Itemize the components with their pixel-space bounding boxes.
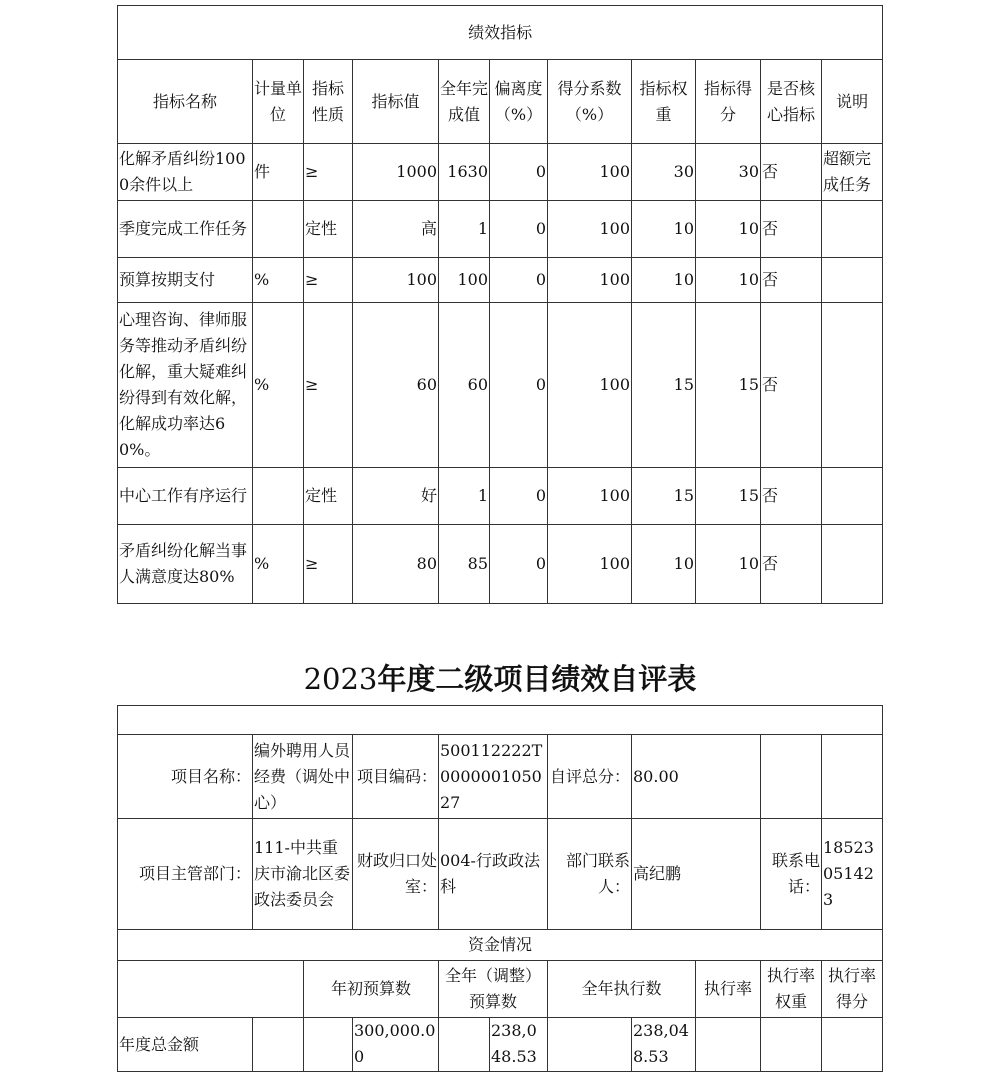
unit-cell bbox=[253, 201, 304, 258]
deviation-cell: 0 bbox=[490, 258, 548, 303]
empty-cell bbox=[439, 1018, 490, 1072]
empty-cell bbox=[118, 961, 304, 1018]
coef-cell: 100 bbox=[548, 525, 632, 604]
header-cell: 指标权重 bbox=[632, 60, 696, 144]
empty-cell bbox=[696, 1018, 761, 1072]
indicator-name: 心理咨询、律师服务等推动矛盾纠纷化解，重大疑难纠纷得到有效化解，化解成功率达60%。 bbox=[118, 303, 253, 468]
empty-cell bbox=[822, 735, 883, 819]
score-cell: 15 bbox=[696, 468, 761, 525]
nature-cell: ≥ bbox=[304, 144, 353, 201]
target-cell: 1000 bbox=[353, 144, 439, 201]
nature-cell: 定性 bbox=[304, 201, 353, 258]
indicator-name: 预算按期支付 bbox=[118, 258, 253, 303]
executed-value: 238,048.53 bbox=[632, 1018, 696, 1072]
deviation-cell: 0 bbox=[490, 303, 548, 468]
actual-cell: 1 bbox=[439, 201, 490, 258]
core-cell: 否 bbox=[761, 201, 822, 258]
header-cell: 指标性质 bbox=[304, 60, 353, 144]
note-cell bbox=[822, 468, 883, 525]
project-name-value: 编外聘用人员经费（调处中心） bbox=[253, 735, 353, 819]
score-cell: 10 bbox=[696, 525, 761, 604]
nature-cell: 定性 bbox=[304, 468, 353, 525]
self-score-label: 自评总分： bbox=[548, 735, 632, 819]
actual-cell: 60 bbox=[439, 303, 490, 468]
document-title-year: 2023 bbox=[303, 662, 378, 696]
dept-value: 111-中共重庆市渝北区委政法委员会 bbox=[253, 819, 353, 930]
funds-header-row bbox=[118, 961, 883, 1018]
contact-value: 高纪鹏 bbox=[632, 819, 761, 930]
deviation-cell: 0 bbox=[490, 525, 548, 604]
score-cell: 15 bbox=[696, 303, 761, 468]
coef-cell: 100 bbox=[548, 468, 632, 525]
empty-cell bbox=[304, 1018, 353, 1072]
note-cell: 超额完成任务 bbox=[822, 144, 883, 201]
empty-cell bbox=[253, 1018, 304, 1072]
coef-cell: 100 bbox=[548, 303, 632, 468]
document-title bbox=[0, 655, 1000, 703]
initial-budget-value: 300,000.00 bbox=[353, 1018, 439, 1072]
nature-cell: ≥ bbox=[304, 258, 353, 303]
core-cell: 否 bbox=[761, 468, 822, 525]
actual-cell: 1630 bbox=[439, 144, 490, 201]
header-cell: 说明 bbox=[822, 60, 883, 144]
weight-cell: 30 bbox=[632, 144, 696, 201]
note-cell bbox=[822, 303, 883, 468]
header-cell: 是否核心指标 bbox=[761, 60, 822, 144]
weight-cell: 15 bbox=[632, 303, 696, 468]
project-name-label: 项目名称： bbox=[118, 735, 253, 819]
header-cell: 得分系数（%） bbox=[548, 60, 632, 144]
adjusted-budget-value: 238,048.53 bbox=[490, 1018, 548, 1072]
phone-value: 18523051423 bbox=[822, 819, 883, 930]
funds-total-row bbox=[118, 1018, 883, 1072]
weight-cell: 10 bbox=[632, 201, 696, 258]
funds-header-cell: 年初预算数 bbox=[304, 961, 439, 1018]
header-cell: 指标名称 bbox=[118, 60, 253, 144]
weight-cell: 15 bbox=[632, 468, 696, 525]
table-row bbox=[118, 258, 883, 303]
funds-section-title: 资金情况 bbox=[118, 930, 883, 961]
indicator-name: 中心工作有序运行 bbox=[118, 468, 253, 525]
project-code-label: 项目编码： bbox=[353, 735, 439, 819]
deviation-cell: 0 bbox=[490, 468, 548, 525]
contact-label: 部门联系人： bbox=[548, 819, 632, 930]
header-cell: 指标值 bbox=[353, 60, 439, 144]
header-cell: 指标得分 bbox=[696, 60, 761, 144]
coef-cell: 100 bbox=[548, 144, 632, 201]
project-code-value: 500112222T000000105027 bbox=[439, 735, 548, 819]
note-cell bbox=[822, 258, 883, 303]
nature-cell: ≥ bbox=[304, 525, 353, 604]
empty-cell bbox=[761, 735, 822, 819]
department-row bbox=[118, 819, 883, 930]
note-cell bbox=[822, 201, 883, 258]
funds-header-cell: 执行率 bbox=[696, 961, 761, 1018]
target-cell: 80 bbox=[353, 525, 439, 604]
indicator-name: 矛盾纠纷化解当事人满意度达80% bbox=[118, 525, 253, 604]
score-cell: 30 bbox=[696, 144, 761, 201]
target-cell: 好 bbox=[353, 468, 439, 525]
blank-row bbox=[118, 706, 883, 735]
score-cell: 10 bbox=[696, 201, 761, 258]
deviation-cell: 0 bbox=[490, 201, 548, 258]
weight-cell: 10 bbox=[632, 258, 696, 303]
performance-indicator-table bbox=[117, 5, 883, 604]
actual-cell: 85 bbox=[439, 525, 490, 604]
funds-header-cell: 执行率权重 bbox=[761, 961, 822, 1018]
weight-cell: 10 bbox=[632, 525, 696, 604]
score-cell: 10 bbox=[696, 258, 761, 303]
table-row bbox=[118, 468, 883, 525]
header-cell: 全年完成值 bbox=[439, 60, 490, 144]
phone-label: 联系电话： bbox=[761, 819, 822, 930]
coef-cell: 100 bbox=[548, 258, 632, 303]
table-row bbox=[118, 144, 883, 201]
actual-cell: 100 bbox=[439, 258, 490, 303]
empty-cell bbox=[822, 1018, 883, 1072]
target-cell: 高 bbox=[353, 201, 439, 258]
coef-cell: 100 bbox=[548, 201, 632, 258]
table-row bbox=[118, 303, 883, 468]
funds-header-cell: 全年执行数 bbox=[548, 961, 696, 1018]
empty-cell bbox=[548, 1018, 632, 1072]
core-cell: 否 bbox=[761, 525, 822, 604]
funds-header-cell: 执行率得分 bbox=[822, 961, 883, 1018]
total-amount-label: 年度总金额 bbox=[118, 1018, 253, 1072]
unit-cell: 件 bbox=[253, 144, 304, 201]
self-score-value: 80.00 bbox=[632, 735, 761, 819]
core-cell: 否 bbox=[761, 258, 822, 303]
deviation-cell: 0 bbox=[490, 144, 548, 201]
document-title-text: 年度二级项目绩效自评表 bbox=[377, 662, 697, 696]
dept-label: 项目主管部门： bbox=[118, 819, 253, 930]
unit-cell bbox=[253, 468, 304, 525]
nature-cell: ≥ bbox=[304, 303, 353, 468]
header-cell: 偏离度（%） bbox=[490, 60, 548, 144]
unit-cell: % bbox=[253, 525, 304, 604]
header-cell: 计量单位 bbox=[253, 60, 304, 144]
project-self-eval-table bbox=[117, 705, 883, 1072]
target-cell: 100 bbox=[353, 258, 439, 303]
note-cell bbox=[822, 525, 883, 604]
finance-office-value: 004-行政政法科 bbox=[439, 819, 548, 930]
header-row bbox=[118, 60, 883, 144]
empty-cell bbox=[761, 1018, 822, 1072]
core-cell: 否 bbox=[761, 303, 822, 468]
finance-office-label: 财政归口处室： bbox=[353, 819, 439, 930]
indicator-name: 季度完成工作任务 bbox=[118, 201, 253, 258]
unit-cell: % bbox=[253, 303, 304, 468]
target-cell: 60 bbox=[353, 303, 439, 468]
project-name-row bbox=[118, 735, 883, 819]
actual-cell: 1 bbox=[439, 468, 490, 525]
core-cell: 否 bbox=[761, 144, 822, 201]
indicator-name: 化解矛盾纠纷1000余件以上 bbox=[118, 144, 253, 201]
table-row bbox=[118, 201, 883, 258]
funds-header-cell: 全年（调整）预算数 bbox=[439, 961, 548, 1018]
section-title: 绩效指标 bbox=[118, 6, 883, 60]
table-row bbox=[118, 525, 883, 604]
unit-cell: % bbox=[253, 258, 304, 303]
